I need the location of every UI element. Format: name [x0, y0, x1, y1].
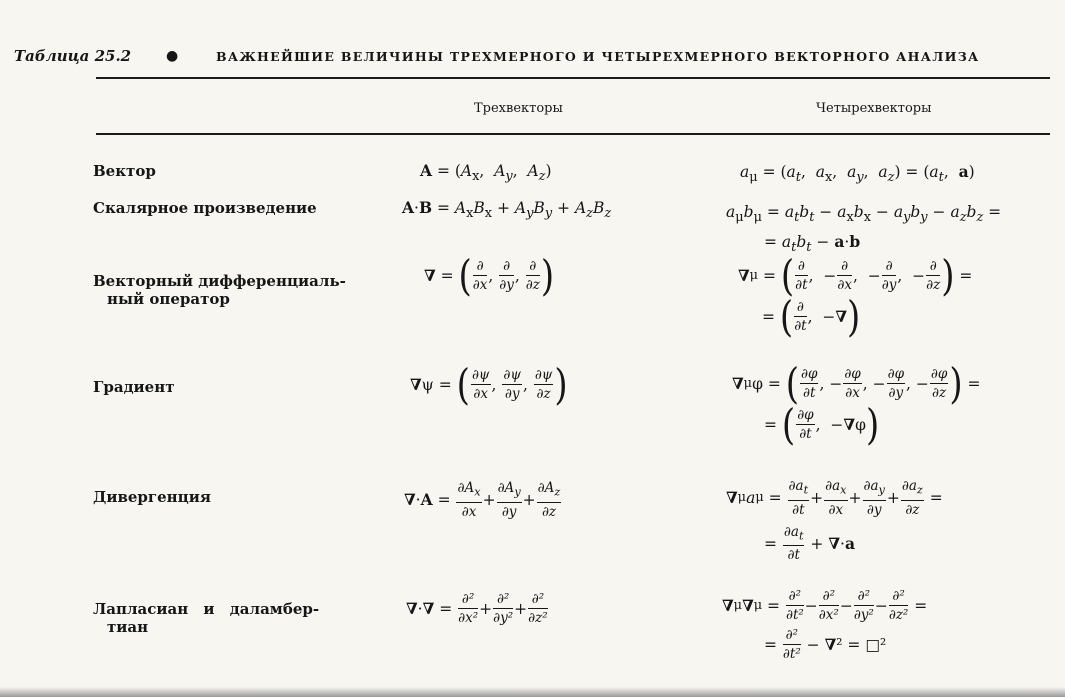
three-laplacian-formula: ∇ · ∇ = $\frac{\text{∂²}}{\text{∂x²}}$ + $\frac{\text{∂²}}{\text{∂y²}}$ + $\frac{\text{∂²}}{\text{∂z²}}$	[406, 591, 548, 626]
three-vector-formula: $A = (A_x$, $A_y$, $A_z$)	[420, 161, 552, 185]
four-divergence-formula: ∇ μ a μ = $\frac{\partial a_t}{\partial t}$ + $\frac{\partial a_x}{\partial x}$ + $\frac{\partial a_y}{\partial y}$ + $\frac{\partial a_z}{\partial z}$ = = $\frac{\partial a_t}{\partial t}$ + ∇ · a	[726, 478, 943, 564]
four-scalar-product-formula: $a_\mu b_\mu = a_tb_t - a_xb_x - a_yb_y - a_zb_z$ = = $a_tb_t - a\cdot b$	[726, 203, 1002, 256]
top-rule	[96, 77, 1050, 79]
three-nabla-formula: ∇ = ( $\frac{\partial}{\partial x}$ , $\frac{\partial}{\partial y}$ , $\frac{\partial}{\partial z}$ )	[424, 250, 555, 301]
bullet-icon: ●	[166, 48, 179, 64]
row-label-laplacian: Лапласиан и даламбер- тиан	[93, 600, 320, 636]
three-scalar-product-formula: $A\cdot B = A_xB_x + A_yB_y + A_zB_z$	[402, 198, 612, 222]
three-gradient-formula: ∇ ψ = ( $\frac{\partial\psi}{\partial x}$ , $\frac{\partial\psi}{\partial y}$ , $\frac{\partial\psi}{\partial z}$ )	[410, 359, 568, 410]
row-label-scalar-product: Скалярное произведение	[93, 199, 317, 217]
row-label-gradient: Градиент	[93, 378, 175, 396]
four-gradient-formula: ∇ μ φ = ( $\frac{\partial\varphi}{\partial t}$ , − $\frac{\partial\varphi}{\partial x}$ , − $\frac{\partial\varphi}{\partial y}$ , − $\frac{\partial\varphi}{\partial z}$ ) = = ( $\frac{\partial\varphi}{\partial t}$ , − ∇ φ )	[732, 358, 981, 450]
column-header-four-vectors: Четырехвекторы	[816, 101, 932, 116]
row-label-divergence: Дивергенция	[93, 488, 211, 506]
table-caption: Таблица 25.2	[14, 47, 132, 65]
four-dalembertian-formula: ∇ μ ∇ μ = $\frac{\text{∂²}}{\text{∂t²}}$ − $\frac{\text{∂²}}{\text{∂x²}}$ − $\frac{\text{∂²}}{\text{∂y²}}$ − $\frac{\text{∂²}}{\text{∂z²}}$ = = $\frac{\text{∂²}}{\text{∂t²}}$ − ∇ ² = □²	[722, 588, 928, 662]
three-divergence-formula: ∇ · A = $\frac{\partial A_x}{\partial x}$ + $\frac{\partial A_y}{\partial y}$ + $\frac{\partial A_z}{\partial z}$	[404, 480, 561, 520]
column-header-three-vectors: Трехвекторы	[474, 101, 563, 116]
row-label-diff-operator: Векторный дифференциаль- ный оператор	[93, 272, 346, 308]
header-rule	[96, 133, 1050, 135]
row-label-vector: Вектор	[93, 162, 156, 180]
four-vector-formula: $a_\mu = (a_t$, $a_x$, $a_y$, $a_z) = (a_t$, a)	[740, 162, 975, 186]
table-title: ВАЖНЕЙШИЕ ВЕЛИЧИНЫ ТРЕХМЕРНОГО И ЧЕТЫРЕХМЕРНОГО ВЕКТОРНОГО АНАЛИЗА	[216, 49, 980, 64]
scan-edge-shadow	[0, 687, 1065, 697]
four-nabla-formula: ∇ μ = ( $\frac{\partial}{\partial t}$ , − $\frac{\partial}{\partial x}$ , − $\frac{\partial}{\partial y}$ , − $\frac{\partial}{\partial z}$ ) = = ( $\frac{\partial}{\partial t}$ , − ∇ )	[738, 250, 973, 342]
